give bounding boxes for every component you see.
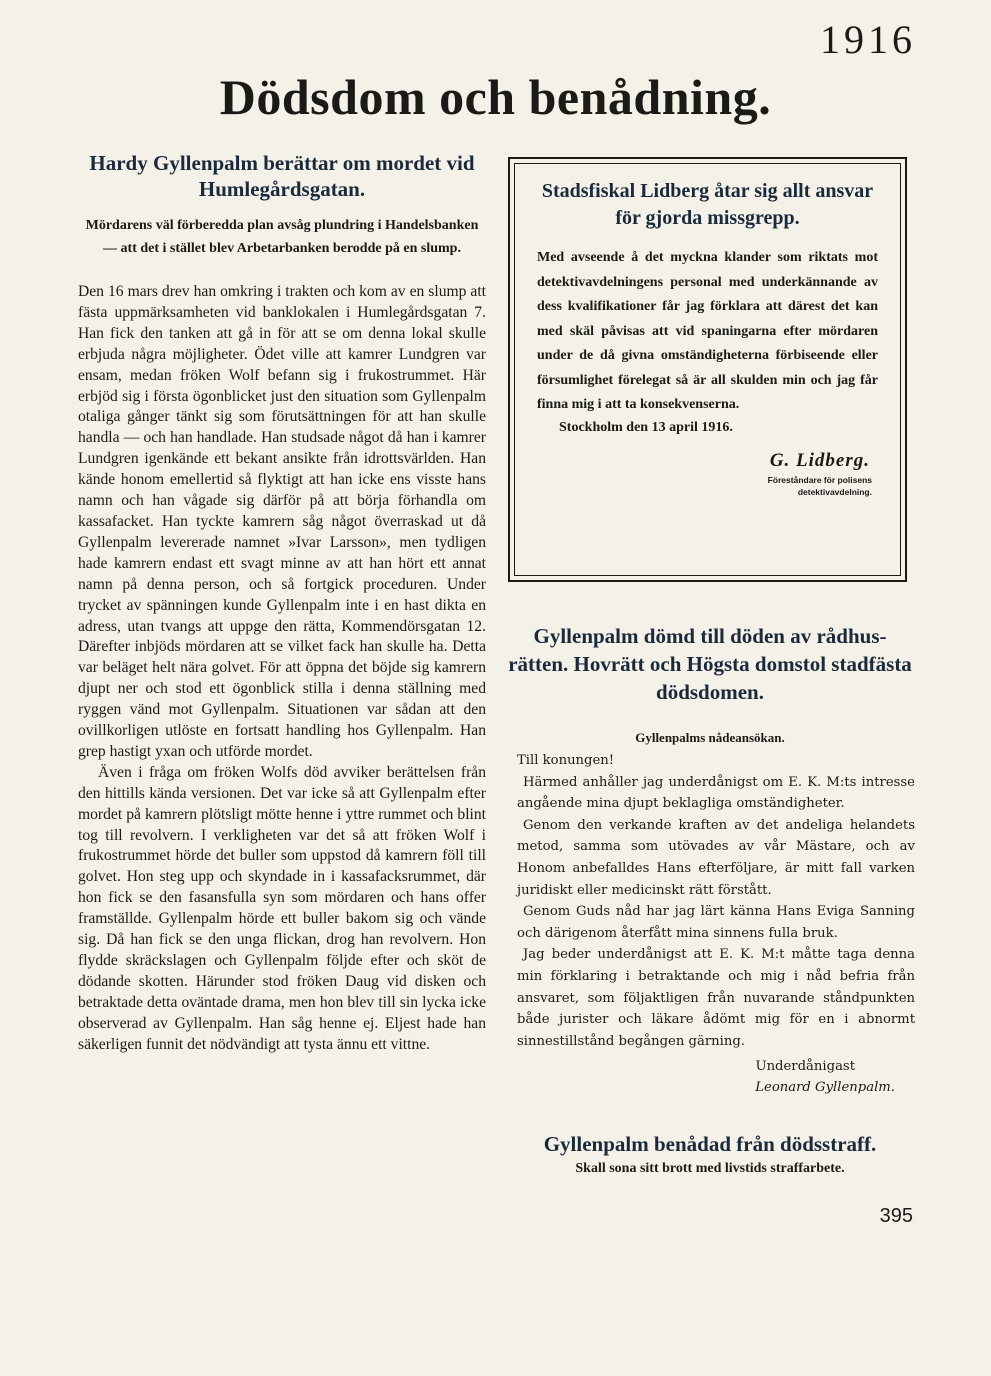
- plea-paragraph: Genom Guds nåd har jag lärt känna Hans Eviga Sanning och därigenom återfått mina sinnens fulla bruk.: [517, 904, 915, 941]
- signature-role-line: Föreståndare för polisens: [767, 474, 872, 485]
- statement-body: Med avseende å det myckna klander som riktats mot detektivavdelningens personal med underkännande av dess kvalifikationer får jag förklara att därest det kan med skäl påvisas att vid spaningarna efter mördaren under de då givna omständigheterna förbiseende eller försumlighet förelegat så är all skulden min och jag får finna mig i att ta konsekvenserna.: [537, 250, 878, 412]
- statement-box-inner: [514, 163, 901, 576]
- plea-text: [505, 750, 915, 1052]
- left-article-body: [78, 282, 486, 1056]
- statement-box: [508, 157, 907, 582]
- statement-signature-role: [537, 474, 872, 498]
- left-article-paragraph: Den 16 mars drev han omkring i trakten och kom av en slump att fästa uppmärksamheten vid banklokalen i Humlegårdsgatan 7. Han fick den tanken att gå in för att se om denna lokal skulle erbjuda några möjligheter. Ödet ville att kamrer Lundgren var ensam, medan fröken Wolf befann sig i frukostrummet. Här erbjöd sig i första ögonblicket just den situation som Gyllenpalm otaliga gånger tänkt sig som förutsättningen för att han skulle handla — och han handlade. Han studsade något då han i kamrer Lundgren igenkände ett bekant ansikte från idrottsvärlden. Han kände honom emellertid så flyktigt att han icke ens visste hans namn och han vågade sig därför på att börja förhandla om kassafacket. Han tyckte kamrern såg något överraskad ut då Gyllenpalm levererade namnet »Ivar Larsson», men tydligen hade kamrern endast ett svagt minne av att han hört ett annat namn på denna person, och så fortgick proceduren. Under trycket av spänningen kunde Gyllenpalm inte i en hast dikta en adress, utan tvangs att uppge den rätta, Kommendörsgatan 12. Därefter inbjöds mördaren att se vilket fack han skulle ha. Detta var beläget helt nära golvet. För att öppna det böjde sig kamrern djupt ner och stod ett ögonblick stilla i denna ställning med ryggen vänd mot Gyllenpalm. Situationen var sådan att den ovillkorligen utlöste en fortsatt handling hos Gyllenpalm. Han grep hastigt yxan och utförde mordet.: [78, 283, 486, 760]
- statement-title: Stadsfiskal Lidberg åtar sig allt ansvar för gjorda missgrepp.: [541, 180, 874, 229]
- right-article: [505, 622, 915, 1177]
- right-article-headline: Gyllenpalm dömd till döden av rådhus-rätten. Hovrätt och Högsta domstol stadfästa dödsdomen.: [508, 624, 912, 704]
- plea-salutation: Till konungen!: [517, 753, 615, 768]
- left-article-subheadline: Mördarens väl förberedda plan avsåg plundring i Handelsbanken — att det i stället blev Arbetarbanken berodde på en slump.: [85, 218, 479, 256]
- bottom-article-headline: Gyllenpalm benådad från dödsstraff.: [543, 1132, 877, 1157]
- plea-paragraph: Genom den verkande kraften av det andeliga helandets metod, samma som utövades av vår Mästare, och av Honom anbefalldes Hans efterföljare, är mitt fall varken juridiskt eller medicinskt rätt förstått.: [517, 817, 915, 898]
- statement-date: Stockholm den 13 april 1916.: [559, 419, 733, 435]
- left-article-paragraph: Även i fråga om fröken Wolfs död avviker berättelsen från den hittills kända versionen. Det var icke så att Gyllenpalm efter mordet på kamrern plötsligt mötte henne i yttre rummet och blint tog till revolvern. I verkligheten var det så att fröken Wolf i frukostrummet hörde det buller som uppstod då kamrern föll till golvet. Hon steg upp och skyndade in i kassafacksrummet, där hon fick se den fasansfulla syn som mördaren och hans offer framställde. Gyllenpalm hörde ett buller bakom sig och vände sig. Då han fick se den unga flickan, drog han revolvern. Hon flydde skräckslagen och Gyllenpalm följde efter och sköt de dödande skotten. Härunder stod fröken Daug vid disken och betraktade detta oväntade drama, men hon blev till sin lycka icke observerad av Gyllenpalm. Han såg henne ej. Eljest hade han säkerligen funnit det nödvändigt att tysta ännu ett vittne.: [78, 763, 486, 1053]
- left-article: [78, 150, 486, 1056]
- statement-signature: G. Lidberg.: [769, 449, 870, 471]
- plea-closing: Underdånigast: [755, 1059, 855, 1075]
- plea-paragraph: Jag beder underdånigst att E. K. M:t måtte taga denna min förklaring i betraktande och mig i nåd befria från ansvaret, som följaktligen från nuvarande ståndpunkten både jurister och läkare ådömt mig för en i abnormt sinnestillstånd begången gärning.: [517, 947, 915, 1049]
- signature-role-line: detektivavdelning.: [797, 486, 872, 497]
- bottom-article-subheadline: Skall sona sitt brott med livstids straffarbete.: [575, 1161, 845, 1177]
- page-number: 395: [879, 1205, 913, 1227]
- plea-title: Gyllenpalms nådeansökan.: [635, 730, 785, 745]
- plea-paragraph: Härmed anhåller jag underdånigst om E. K. M:ts intresse angående mina djupt beklagliga omständigheter.: [517, 774, 915, 812]
- left-article-headline: Hardy Gyllenpalm berättar om mordet vid Humlegårdsgatan.: [89, 151, 475, 201]
- page-title: Dödsdom och benådning.: [219, 69, 772, 125]
- page-year: 1916: [820, 17, 916, 62]
- plea-signature: Leonard Gyllenpalm.: [755, 1080, 895, 1096]
